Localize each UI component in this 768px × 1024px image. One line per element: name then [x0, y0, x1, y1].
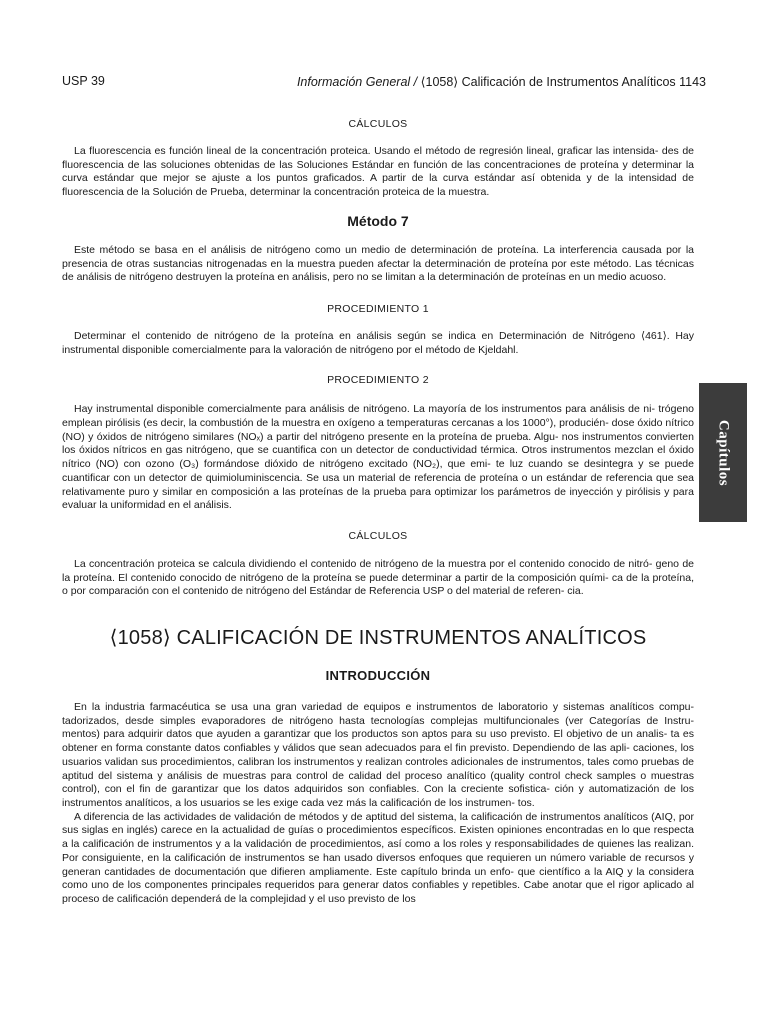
introduccion-heading: INTRODUCCIÓN	[325, 668, 431, 684]
calculos-paragraph-1: La fluorescencia es función lineal de la concentración proteica. Usando el método de regresión lineal, graficar las intensida- des de fluorescencia de las soluciones obtenidas de las Soluciones Estándar en función de las concentraciones de proteína y determinar la curva estándar que mejor se ajuste a los puntos graficados. A partir de la curva estándar así obtenida y de la intensidad de fluorescencia de la Solución de Prueba, determinar la concentración proteica de la muestra.	[62, 145, 694, 199]
metodo-7-paragraph: Este método se basa en el análisis de nitrógeno como un medio de determinación de proteína. La interferencia causada por la presencia de otras sustancias nitrogenadas en la muestra pueden afectar la determinación de proteína por este método. Las técnicas de análisis de nitrógeno destruyen la proteína en análisis, pero no se limitan a la determinación de proteínas en un medio acuoso.	[62, 243, 694, 284]
procedimiento-1-paragraph: Determinar el contenido de nitrógeno de la proteína en análisis según se indica en Determinación de Nitrógeno ⟨461⟩. Hay instrumental disponible comercialmente para la valoración de nitrógeno por el método de Kjeldahl.	[62, 329, 694, 356]
chapter-title: ⟨1058⟩ CALIFICACIÓN DE INSTRUMENTOS ANALÍTICOS	[109, 627, 647, 650]
calculos-heading-1: CÁLCULOS	[348, 118, 408, 130]
running-header	[62, 70, 706, 90]
metodo-7-heading: Método 7	[347, 212, 409, 229]
capitulos-tab-label: Capítulos	[715, 419, 732, 486]
calculos-heading-2: CÁLCULOS	[348, 529, 408, 542]
introduccion-paragraph-2: A diferencia de las actividades de validación de métodos y de aptitud del sistema, la calificación de instrumentos analíticos (AIQ, por sus siglas en inglés) carece en la actualidad de guías o procedimientos específicos. Existen opiniones encontradas en lo que respecta a la calificación de instrumentos y a la validación de procedimientos, así como a los roles y responsabilidades de quienes las realizan. Por consiguiente, en la calificación de instrumentos se han usado diversos enfoques que requieren un número variable de recursos y generan cantidades de documentación que difieren ampliamente. Este capítulo brinda un enfo- que científico a la AIQ y la considera como uno de los componentes principales requeridos para generar datos confiables y repetibles. Cabe anotar que el rigor aplicado al proceso de calificación dependerá de la complejidad y el uso previsto de los	[62, 810, 694, 905]
capitulos-side-tab	[699, 383, 747, 522]
introduccion-paragraph-1: En la industria farmacéutica se usa una gran variedad de equipos e instrumentos de laboratorio y sistemas analíticos compu- tadorizados, desde simples evaporadores de nitrógeno hasta tecnologías complejas multifuncionales (ver Categorías de Instru- mentos) para adquirir datos que ayuden a garantizar que los productos son aptos para su uso previsto. El objetivo de un analis- ta es obtener en forma constante datos confiables y válidos que sean adecuados para el fin previsto. Dependiendo de las apli- caciones, los usuarios validan sus procedimientos, calibran los instrumentos y realizan controles adicionales de instrumentos, tales como pruebas de aptitud del sistema y análisis de muestras para control de calidad del proceso analítico (quality control check samples o muestras control), con el fin de garantizar que los datos adquiridos son confiables. Con la creciente sofistica- ción y automatización de los instrumentos analíticos, a los usuarios se les exige cada vez más la calificación de los instrumen- tos.	[62, 701, 694, 809]
calculos-paragraph-2: La concentración proteica se calcula dividiendo el contenido de nitrógeno de la muestra por el contenido conocido de nitró- geno de la proteína. El contenido conocido de nitrógeno de la proteína se puede determinar a partir de la composición quími- ca de la proteína, o por comparación con el contenido de nitrógeno del Estándar de Referencia USP o del material de referen- cia.	[62, 557, 694, 598]
document-page	[62, 70, 706, 907]
procedimiento-2-heading: PROCEDIMIENTO 2	[327, 374, 429, 387]
header-section-rest: ⟨1058⟩ Calificación de Instrumentos Analíticos 1143	[417, 75, 706, 89]
procedimiento-2-paragraph: Hay instrumental disponible comercialmente para análisis de nitrógeno. La mayoría de los instrumentos para análisis de ni- trógeno emplean pirólisis (es decir, la combustión de la muestra en oxígeno a temperaturas cercanas a los 1000°), producién- dose óxido nítrico (NO) y óxidos de nitrógeno similares (NOₓ) a partir del nitrógeno presente en la proteína de prueba. Algu- nos instrumentos convierten los óxidos nítricos en gas nitrógeno, que se cuantifica con un detector de conductividad térmica. Otros instrumentos mezclan el óxido nítrico (NO) con ozono (O₃) formándose dióxido de nitrógeno excitado (NO₂), que emi- te luz cuando se desintegra y se puede cuantificar con un detector de quimioluminiscencia. Se usa un material de referencia de proteína o un estándar de referencia que sea relativamente puro y similar en composición a las proteínas de la prueba para optimizar los parámetros de inyección y pirólisis y para evaluar la uniformidad en el análisis.	[62, 403, 694, 512]
header-usp-version: USP 39	[62, 74, 105, 88]
procedimiento-1-heading: PROCEDIMIENTO 1	[327, 302, 429, 315]
header-section-italic: Información General /	[296, 75, 418, 89]
header-chapter-reference	[297, 74, 706, 89]
